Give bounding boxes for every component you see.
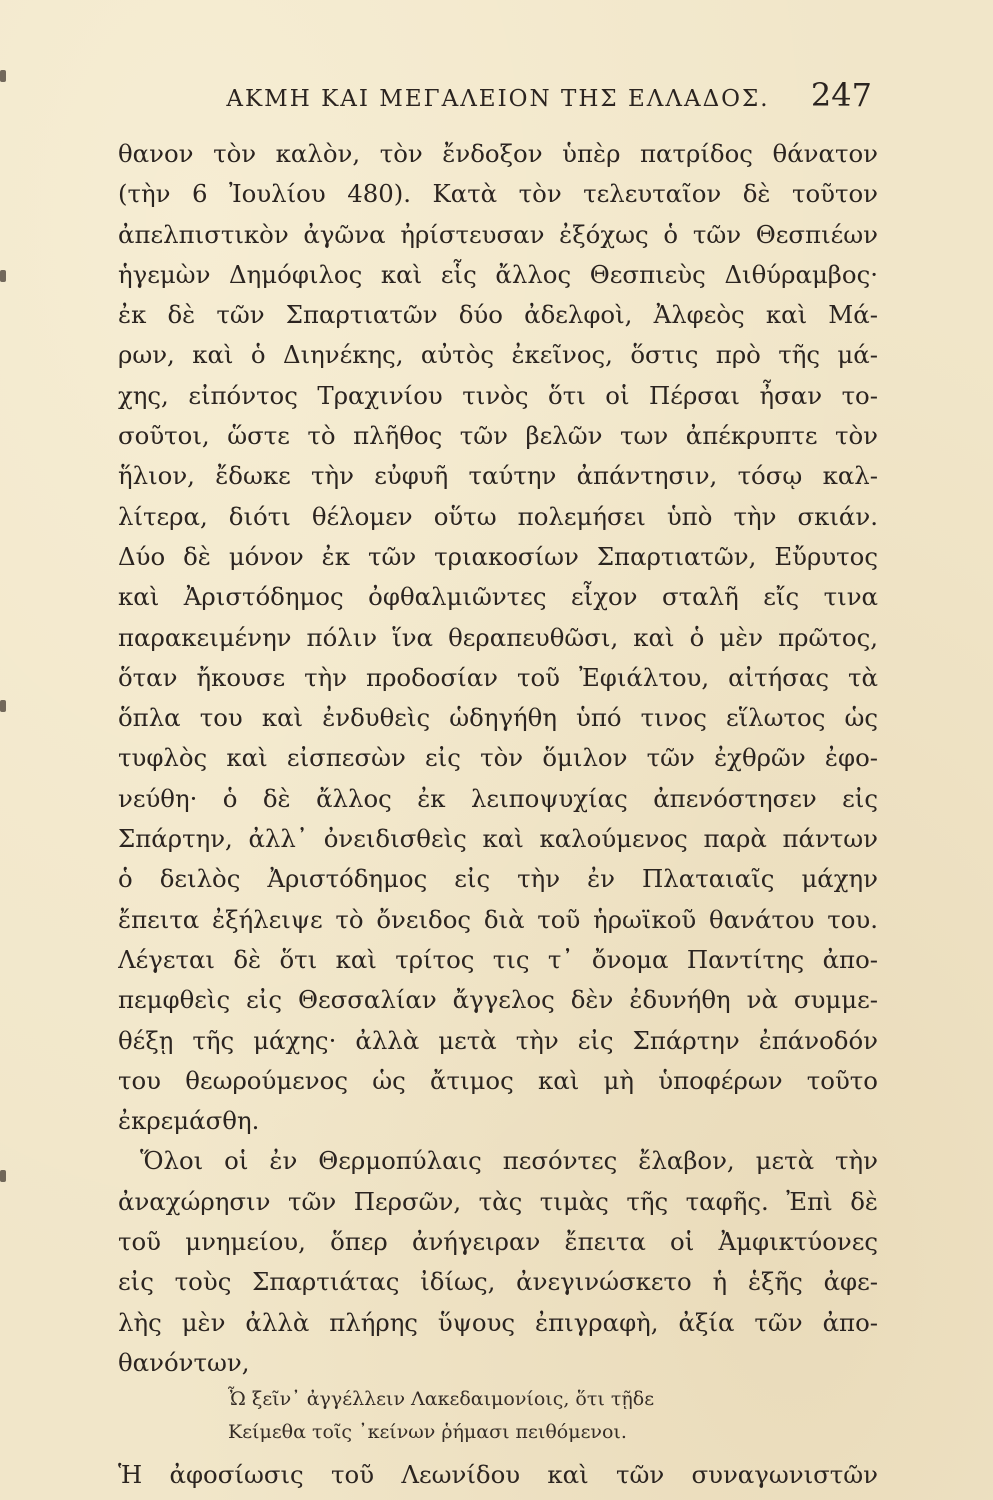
margin-ink-mark <box>0 1170 6 1182</box>
text-line: ἡγεμὼν Δημόφιλος καὶ εἷς ἄλλος Θεσπιεὺς Διθύραμβος· <box>118 259 878 289</box>
book-page <box>118 76 878 1490</box>
text-line: θανόντων, <box>118 1347 250 1377</box>
text-line: ἔπειτα ἐξήλειψε τὸ ὄνειδος διὰ τοῦ ἡρωϊκοῦ θανάτου του. <box>118 904 878 934</box>
text-line: (τὴν 6 Ἰουλίου 480). Κατὰ τὸν τελευταῖον δὲ τοῦτον <box>118 179 878 209</box>
text-line: Λέγεται δὲ ὅτι καὶ τρίτος τις τ᾽ ὄνομα Παντίτης ἀπο- <box>118 944 878 974</box>
text-line: λὴς μὲν ἀλλὰ πλήρης ὕψους ἐπιγραφὴ, ἀξία τῶν ἀπο- <box>118 1307 878 1337</box>
text-line: Σπάρτην, ἀλλ᾽ ὀνειδισθεὶς καὶ καλούμενος παρὰ πάντων <box>118 824 878 854</box>
closing-paragraph <box>118 1455 878 1495</box>
running-title: ΑΚΜΗ ΚΑΙ ΜΕΓΑΛΕΙΟΝ ΤΗΣ ΕΛΛΑΔΟΣ. <box>226 86 770 112</box>
verse-line: Ὦ ξεῖν᾽ ἀγγέλλειν Λακεδαιμονίοις, ὅτι τῇδε <box>228 1388 655 1411</box>
text-line: σοῦτοι, ὥστε τὸ πλῆθος τῶν βελῶν των ἀπέκρυπτε τὸν <box>118 421 878 451</box>
text-line: ἀπελπιστικὸν ἀγῶνα ἠρίστευσαν ἐξόχως ὁ τῶν Θεσπιέων <box>118 219 878 249</box>
verse-line: Κείμεθα τοῖς ᾽κείνων ῥήμασι πειθόμενοι. <box>228 1421 627 1444</box>
margin-ink-mark <box>0 270 6 282</box>
text-line: Ἡ ἀφοσίωσις τοῦ Λεωνίδου καὶ τῶν συναγωνιστῶν <box>118 1460 878 1490</box>
paragraph-2 <box>118 1141 878 1383</box>
text-line: ἐκ δὲ τῶν Σπαρτιατῶν δύο ἀδελφοὶ, Ἀλφεὸς καὶ Μά- <box>118 300 878 330</box>
margin-ink-mark <box>0 700 6 712</box>
text-line: Δύο δὲ μόνον ἐκ τῶν τριακοσίων Σπαρτιατῶν, Εὔρυτος <box>118 541 878 571</box>
text-line: τυφλὸς καὶ εἰσπεσὼν εἰς τὸν ὅμιλον τῶν ἐχθρῶν ἐφο- <box>118 743 878 773</box>
text-line: θανον τὸν καλὸν, τὸν ἔνδοξον ὑπὲρ πατρίδος θάνατον <box>118 139 878 168</box>
paragraph-1 <box>118 134 878 1141</box>
text-line: εἰς τοὺς Σπαρτιάτας ἰδίως, ἀνεγινώσκετο ἡ ἑξῆς ἀφε- <box>118 1267 878 1297</box>
text-line: ἥλιον, ἔδωκε τὴν εὐφυῆ ταύτην ἀπάντησιν, τόσῳ καλ- <box>118 461 878 491</box>
body-text <box>118 134 878 1496</box>
epitaph-verse <box>118 1383 878 1449</box>
page-header <box>118 76 878 126</box>
text-line: καὶ Ἀριστόδημος ὀφθαλμιῶντες εἶχον σταλῆ εἴς τινα <box>118 582 878 612</box>
text-line: ἀναχώρησιν τῶν Περσῶν, τὰς τιμὰς τῆς ταφῆς. Ἐπὶ δὲ <box>118 1186 878 1216</box>
text-line: λίτερα, διότι θέλομεν οὕτω πολεμήσει ὑπὸ τὴν σκιάν. <box>118 501 878 531</box>
text-line: νεύθη· ὁ δὲ ἄλλος ἐκ λειποψυχίας ἀπενόστησεν εἰς <box>118 783 878 813</box>
text-line: θέξῃ τῆς μάχης· ἀλλὰ μετὰ τὴν εἰς Σπάρτην ἐπάνοδόν <box>118 1025 878 1055</box>
text-line: παρακειμένην πόλιν ἵνα θεραπευθῶσι, καὶ ὁ μὲν πρῶτος, <box>118 622 878 652</box>
text-line: ὅπλα του καὶ ἐνδυθεὶς ὡδηγήθη ὑπό τινος εἵλωτος ὡς <box>118 703 878 733</box>
text-line: τοῦ μνημείου, ὅπερ ἀνήγειραν ἔπειτα οἱ Ἀμφικτύονες <box>118 1227 878 1257</box>
page-number: 247 <box>810 76 872 114</box>
margin-ink-mark <box>0 70 6 82</box>
text-line: πεμφθεὶς εἰς Θεσσαλίαν ἄγγελος δὲν ἐδυνήθη νὰ συμμε- <box>118 985 878 1015</box>
text-line: του θεωρούμενος ὡς ἄτιμος καὶ μὴ ὑποφέρων τοῦτο <box>118 1065 878 1095</box>
text-line: ρων, καὶ ὁ Διηνέκης, αὐτὸς ἐκεῖνος, ὅστις πρὸ τῆς μά- <box>118 340 878 370</box>
text-line: χης, εἰπόντος Τραχινίου τινὸς ὅτι οἱ Πέρσαι ἦσαν το- <box>118 380 878 410</box>
text-line: ὅταν ἤκουσε τὴν προδοσίαν τοῦ Ἐφιάλτου, αἰτήσας τὰ <box>118 662 878 692</box>
text-line: ἐκρεμάσθη. <box>118 1106 260 1136</box>
text-line: Ὅλοι οἱ ἐν Θερμοπύλαις πεσόντες ἔλαβον, μετὰ τὴν <box>140 1146 878 1176</box>
text-line: ὁ δειλὸς Ἀριστόδημος εἰς τὴν ἐν Πλαταιαῖς μάχην <box>118 864 878 894</box>
